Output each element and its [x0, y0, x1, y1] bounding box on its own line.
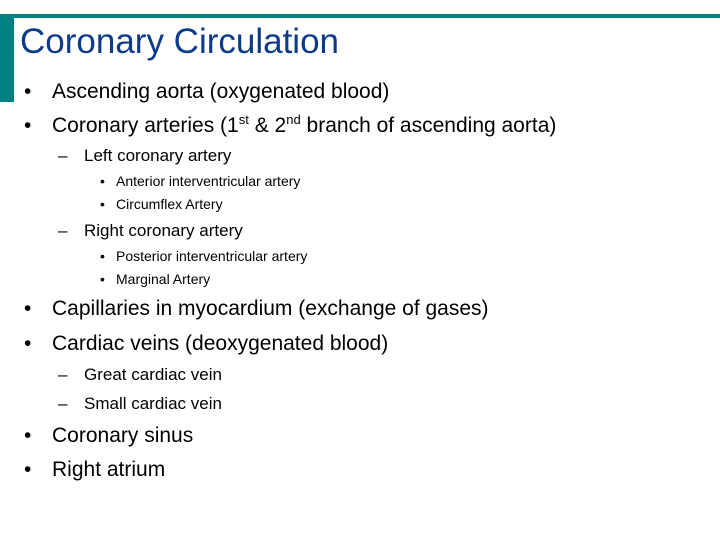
list-item-posterior-interventricular [100, 248, 307, 264]
item-text: Anterior interventricular artery [116, 173, 301, 189]
list-item-circumflex [100, 196, 223, 212]
item-text: Capillaries in myocardium (exchange of gases) [52, 297, 489, 320]
bullet: • [24, 80, 32, 103]
item-text: Right atrium [52, 458, 166, 481]
item-text: Small cardiac vein [84, 394, 222, 413]
list-item-capillaries [24, 297, 489, 321]
dash: – [58, 394, 68, 413]
item-text: Coronary sinus [52, 424, 194, 447]
list-item-coronary-sinus [24, 424, 193, 448]
bullet: • [24, 332, 32, 355]
item-text-suffix: branch of ascending aorta) [300, 114, 557, 137]
item-text: Cardiac veins (deoxygenated blood) [52, 332, 389, 355]
bullet: • [100, 196, 105, 212]
list-item-right-atrium [24, 458, 165, 482]
bullet: • [24, 424, 32, 447]
superscript-nd: nd [286, 112, 301, 128]
list-item-ascending-aorta [24, 80, 389, 104]
item-text-middle: & 2 [248, 114, 287, 137]
list-item-right-coronary-artery [58, 221, 243, 241]
list-item-marginal [100, 271, 210, 287]
bullet: • [100, 248, 105, 264]
dash: – [58, 365, 68, 384]
bullet: • [100, 271, 105, 287]
list-item-left-coronary-artery [58, 146, 231, 166]
item-text: Left coronary artery [84, 146, 232, 165]
item-text: Right coronary artery [84, 221, 243, 240]
item-text: Great cardiac vein [84, 365, 222, 384]
dash: – [58, 221, 68, 240]
list-item-small-cardiac-vein [58, 394, 222, 414]
list-item-cardiac-veins [24, 332, 388, 356]
title-accent-line [0, 14, 720, 18]
item-text-prefix: Coronary arteries (1 [52, 114, 239, 137]
item-text: Marginal Artery [116, 271, 211, 287]
list-item-great-cardiac-vein [58, 365, 222, 385]
dash: – [58, 146, 68, 165]
item-text: Ascending aorta (oxygenated blood) [52, 80, 390, 103]
bullet: • [24, 114, 32, 137]
list-item-coronary-arteries [24, 114, 556, 138]
slide-title: Coronary Circulation [20, 22, 340, 61]
bullet: • [24, 458, 32, 481]
bullet: • [24, 297, 32, 320]
list-item-anterior-interventricular [100, 173, 300, 189]
item-text: Circumflex Artery [116, 196, 223, 212]
superscript-st: st [238, 112, 249, 128]
title-accent-bar [0, 16, 14, 102]
item-text: Posterior interventricular artery [116, 248, 308, 264]
bullet: • [100, 173, 105, 189]
